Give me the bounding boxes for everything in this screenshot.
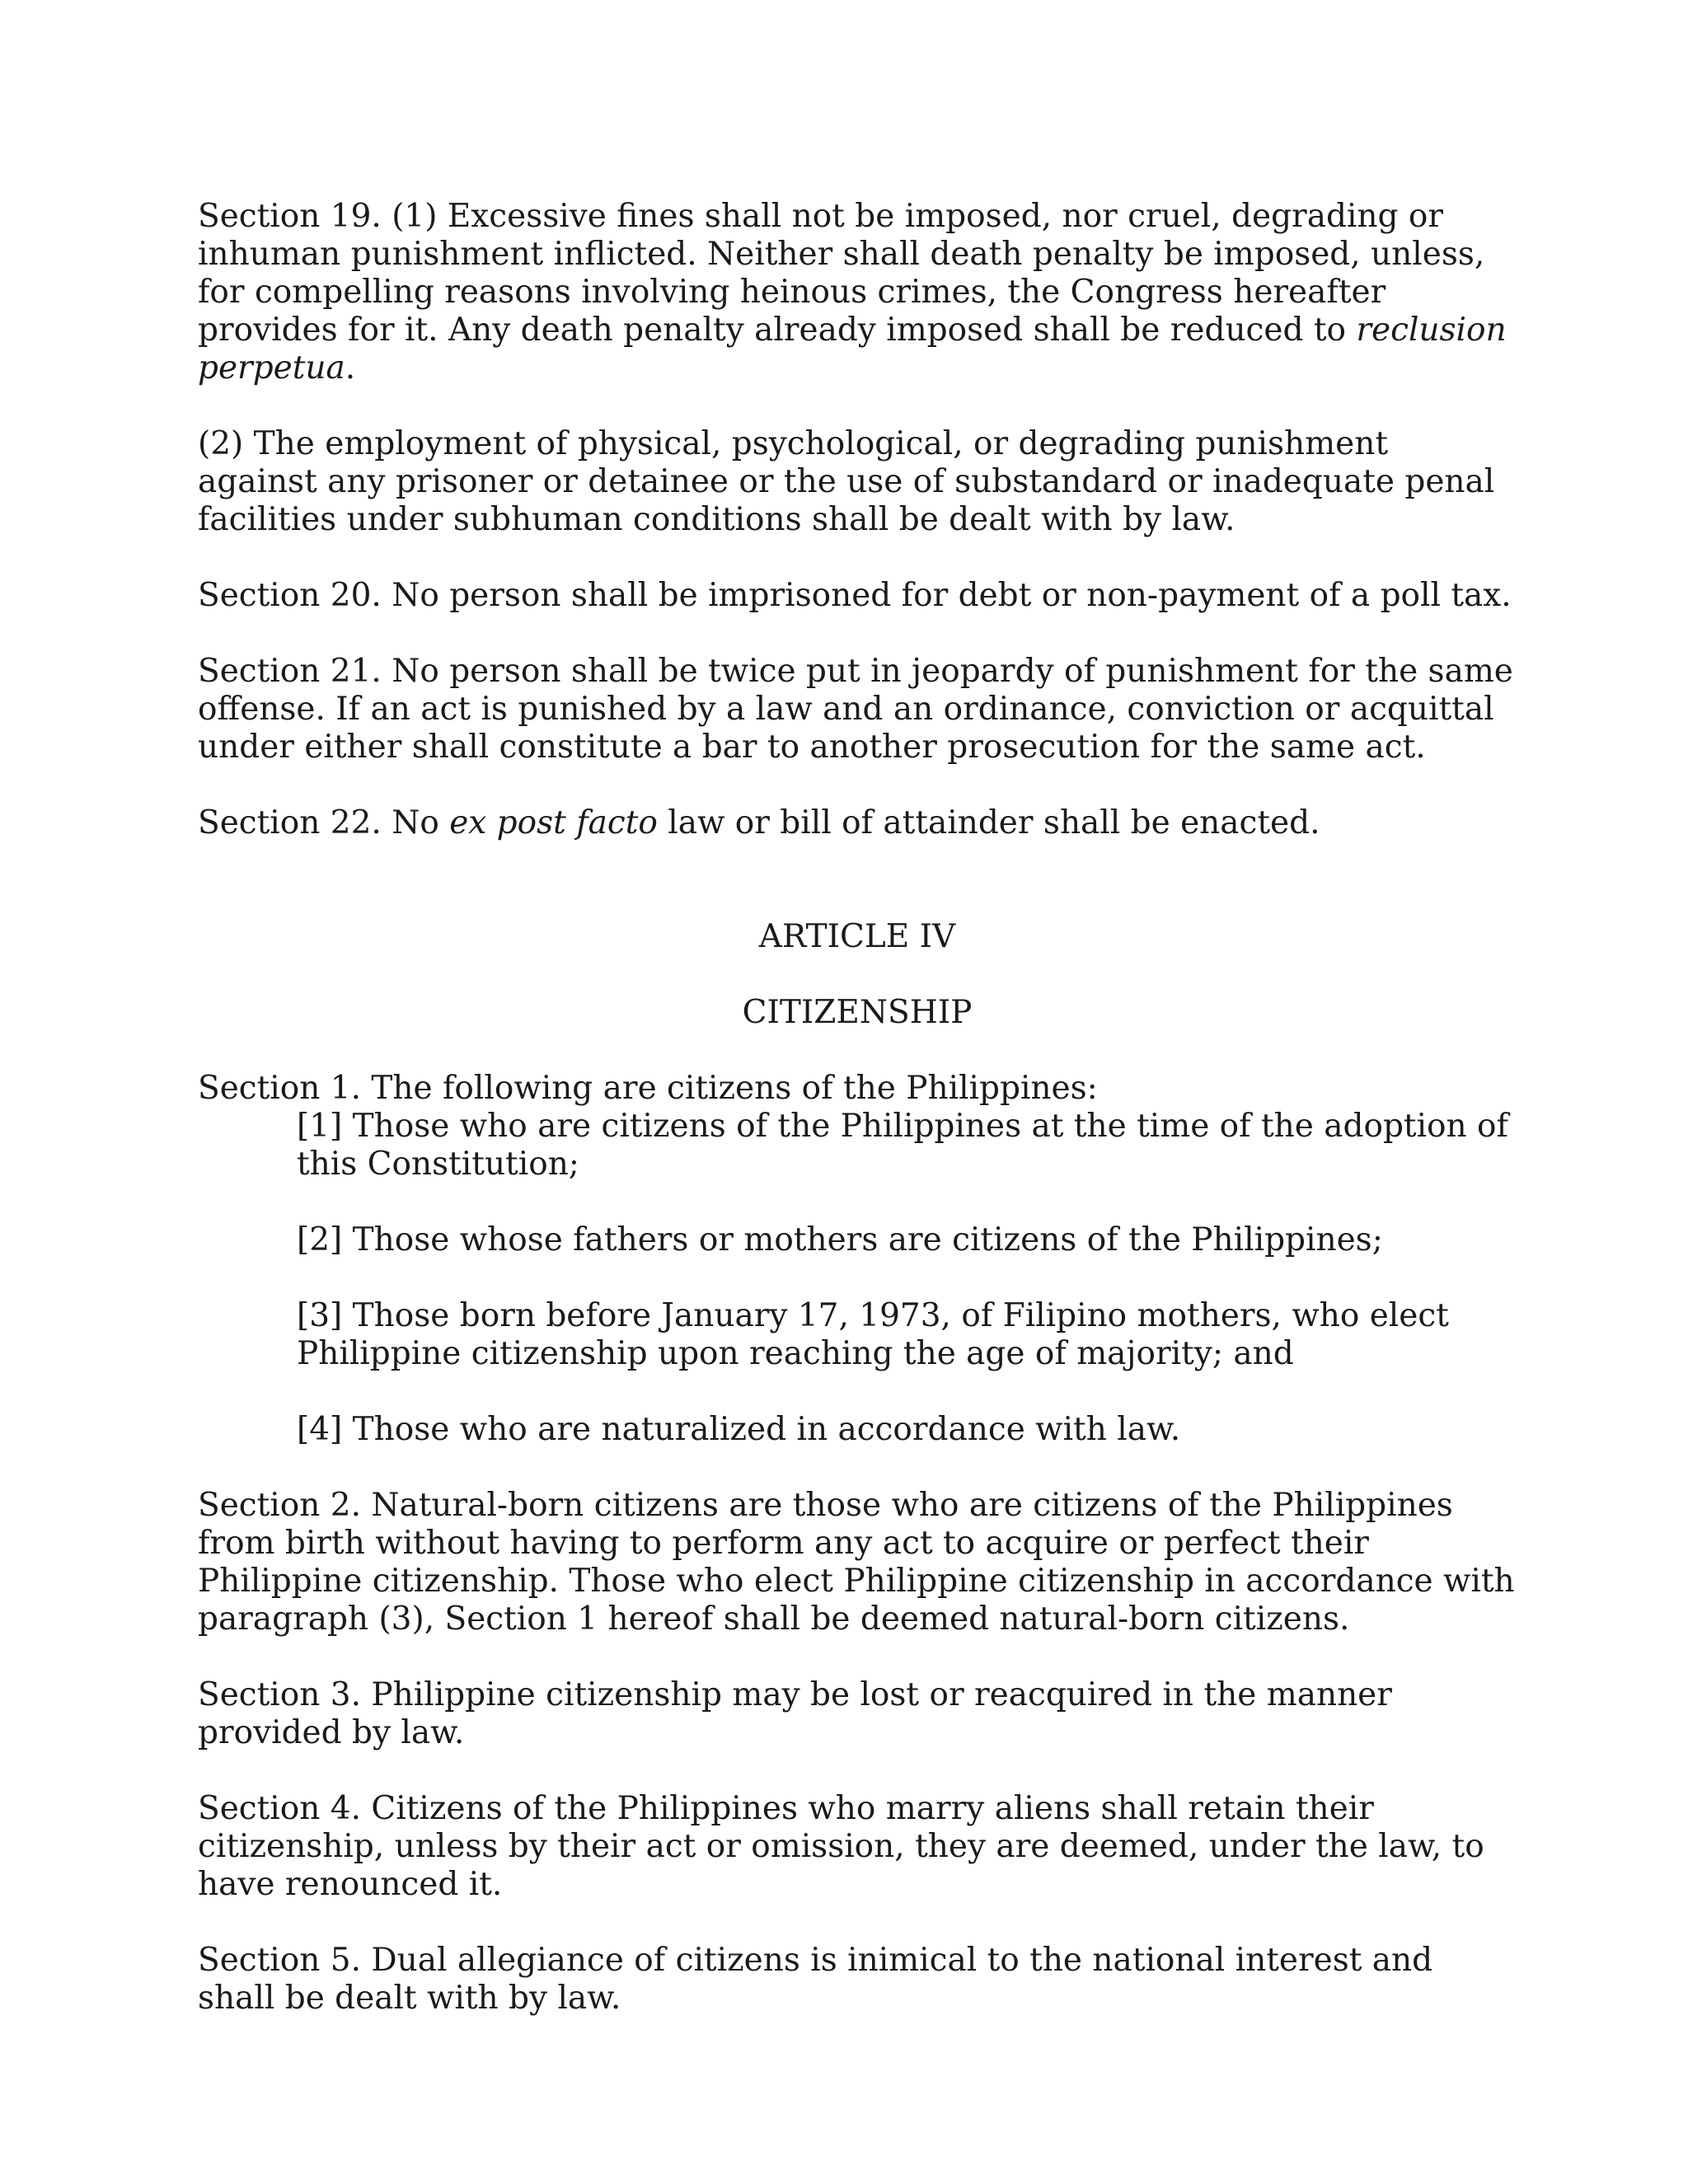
- citizens-list: [297, 1108, 1517, 1449]
- section-22-text-start: Section 22. No: [198, 804, 450, 841]
- section-19-italic-term: reclusion perpetua: [198, 312, 1507, 387]
- section-22-italic-term: ex post facto: [449, 804, 658, 841]
- list-item: [3] Those born before January 17, 1973, of Filipino mothers, who elect Philippine citizenship upon reaching the age of majority; and: [297, 1297, 1449, 1372]
- section-19-text: Section 19. (1) Excessive fines shall not be imposed, nor cruel, degrading or inhuman punishment inflicted. Neither shall death penalty be imposed, unless, for compelling reasons involving heinous crimes, the Congress hereafter provides for it. Any death penalty already imposed shall be reduced to: [198, 198, 1485, 349]
- section-5: Section 5. Dual allegiance of citizens is inimical to the national interest and shall be dealt with by law.: [198, 1942, 1433, 2017]
- article-heading: ARTICLE IV: [758, 918, 956, 955]
- list-item: [2] Those whose fathers or mothers are citizens of the Philippines;: [297, 1221, 1383, 1258]
- list-item: [4] Those who are naturalized in accordance with law.: [297, 1411, 1181, 1448]
- section-21: Section 21. No person shall be twice put in jeopardy of punishment for the same offense. If an act is punished by a law and an ordinance, conviction or acquittal under either shall constitute a bar to another prosecution for the same act.: [198, 653, 1513, 766]
- section-20: Section 20. No person shall be imprisoned for debt or non-payment of a poll tax.: [198, 577, 1512, 614]
- section-19-paragraph-2: (2) The employment of physical, psychological, or degrading punishment against any prisoner or detainee or the use of substandard or inadequate penal facilities under subhuman conditions shall be dealt with by law.: [198, 425, 1495, 538]
- section-19-period: .: [345, 349, 356, 387]
- section-2: Section 2. Natural-born citizens are those who are citizens of the Philippines from birth without having to perform any act to acquire or perfect their Philippine citizenship. Those who elect Philippine citizenship in accordance with paragraph (3), Section 1 hereof shall be deemed natural-born citizens.: [198, 1487, 1515, 1638]
- section-19-paragraph-1: [198, 198, 1517, 387]
- section-4: Section 4. Citizens of the Philippines who marry aliens shall retain their citizenship, unless by their act or omission, they are deemed, under the law, to have renounced it.: [198, 1790, 1484, 1903]
- section-3: Section 3. Philippine citizenship may be lost or reacquired in the manner provided by law.: [198, 1676, 1392, 1751]
- section-22-text-end: law or bill of attainder shall be enacted.: [657, 804, 1320, 841]
- section-22: [198, 804, 1517, 842]
- section-1-intro: Section 1. The following are citizens of the Philippines:: [198, 1070, 1098, 1107]
- document-page: [198, 198, 1517, 2018]
- list-item: [1] Those who are citizens of the Philippines at the time of the adoption of this Constitution;: [297, 1108, 1508, 1183]
- article-title: CITIZENSHIP: [742, 994, 973, 1031]
